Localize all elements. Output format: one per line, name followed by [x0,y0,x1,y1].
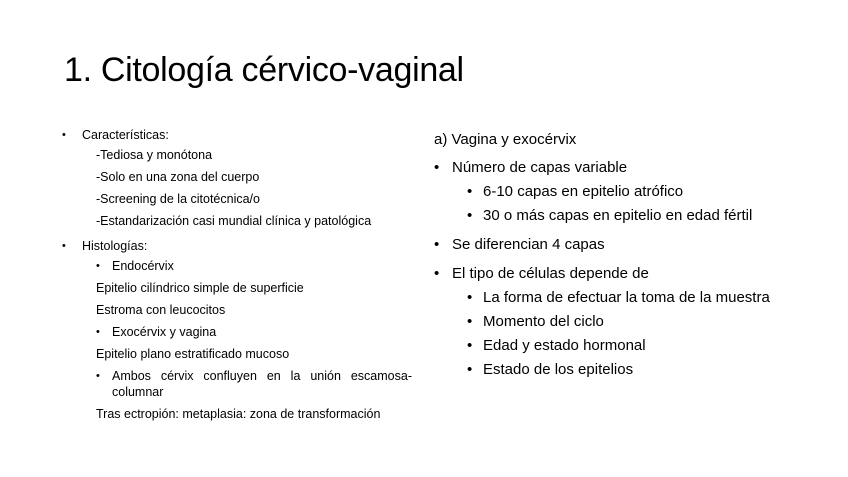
endocervix-item: • Endocérvix [62,258,412,274]
left-column [62,127,412,428]
diferencian-item: • Se diferencian 4 capas [434,235,784,254]
caracteristica-item: -Tediosa y monótona [96,148,213,162]
caracteristicas-heading: • Características: [62,127,412,143]
tipo-subitem: • La forma de efectuar la toma de la muestra [434,288,784,307]
right-column [434,130,784,384]
capas-subitem: • 6-10 capas en epitelio atrófico [434,182,784,201]
tipo-item: • El tipo de células depende de [434,264,784,283]
tipo-subitem: • Edad y estado hormonal [434,336,784,355]
tipo-subitem: • Estado de los epitelios [434,360,784,379]
endocervix-line: Epitelio cilíndrico simple de superficie [96,281,304,295]
exocervix-item: • Exocérvix y vagina [62,324,412,340]
endocervix-line: Estroma con leucocitos [96,303,226,317]
exocervix-line: Epitelio plano estratificado mucoso [96,347,290,361]
ambos-item: • Ambos cérvix confluyen en la unión escamosa-columnar [62,368,412,400]
capas-subitem: • 30 o más capas en epitelio en edad fértil [434,206,784,225]
caracteristica-item: -Solo en una zona del cuerpo [96,170,260,184]
caracteristica-item: -Screening de la citotécnica/o [96,192,260,206]
vagina-heading: a) Vagina y exocérvix [434,131,577,148]
slide-title: 1. Citología cérvico-vaginal [64,51,464,89]
tipo-subitem: • Momento del ciclo [434,312,784,331]
histologias-heading: • Histologías: [62,238,412,254]
caracteristica-item: -Estandarización casi mundial clínica y patológica [96,214,372,228]
capas-item: • Número de capas variable [434,158,784,177]
tras-line: Tras ectropión: metaplasia: zona de transformación [96,407,381,421]
